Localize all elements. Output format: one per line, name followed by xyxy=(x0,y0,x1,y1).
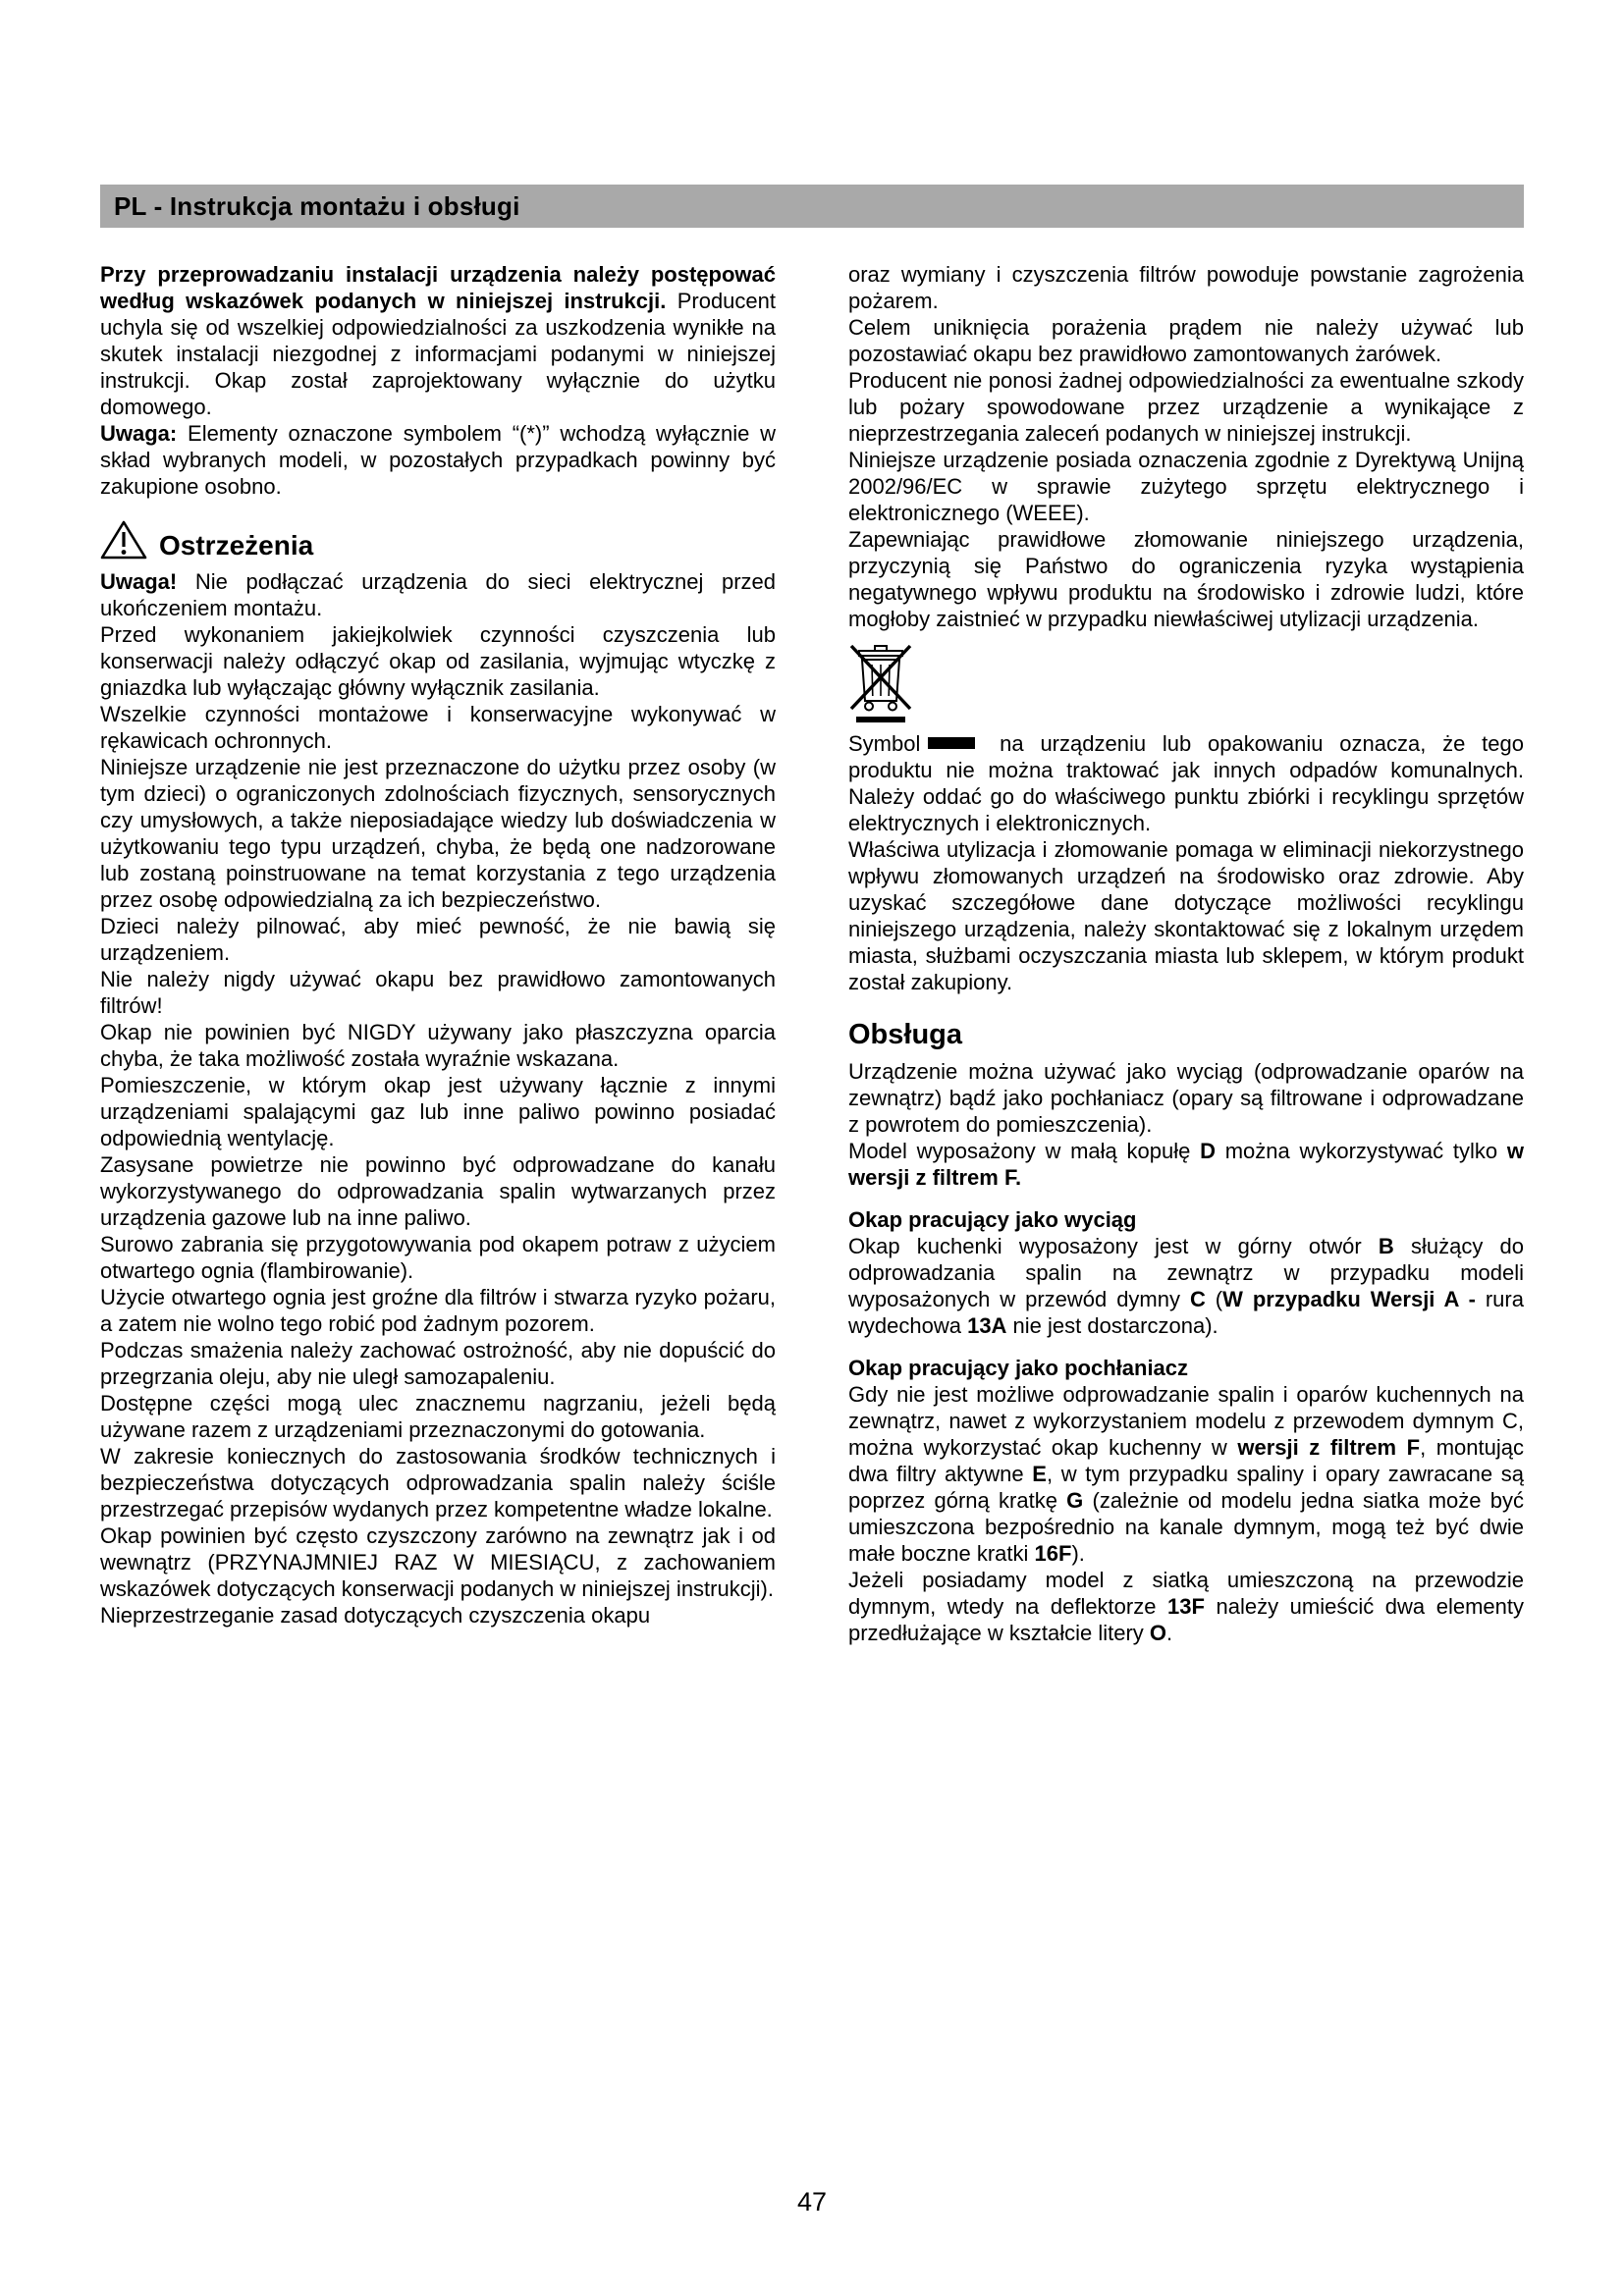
text-run: Nie podłączać urządzenia do sieci elektrycznej przed ukończeniem montażu. xyxy=(100,569,776,620)
text-run: na urządzeniu lub opakowaniu oznacza, że tego produktu nie można traktować jak innych odpadów komunalnych. Należy oddać go do właściwego punktu zbiórki i recyklingu sprzętów elektrycznych i elektronicznych. xyxy=(848,731,1524,835)
warnings-heading-label: Ostrzeżenia xyxy=(159,530,314,561)
paragraph xyxy=(100,913,776,966)
text-run: Producent uchyla się od wszelkiej odpowiedzialności za uszkodzenia wynikłe na skutek instalacji niezgodnej z informacjami podanymi w niniejszej instrukcji. Okap został zaprojektowany wyłącznie do użytku domowego. xyxy=(100,289,777,419)
text-run: Okap kuchenki wyposażony jest w górny otwór xyxy=(848,1234,1379,1258)
bold-text-run: 13A xyxy=(967,1313,1007,1338)
paragraph xyxy=(848,1233,1524,1339)
text-run: Właściwa utylizacja i złomowanie pomaga w eliminacji niekorzystnego wpływu złomowanych urządzeń na środowisko oraz zdrowie. Aby uzyskać szczegółowe dane dotyczące możliwości recyklingu niniejszego urządzenia, należy skontaktować się z lokalnym urzędem miasta, służbami oczyszczania miasta lub sklepem, w którym produkt został zakupiony. xyxy=(848,837,1524,994)
text-run: Nieprzestrzeganie zasad dotyczących czyszczenia okapu xyxy=(100,1603,651,1628)
text-run: Dzieci należy pilnować, aby mieć pewność, że nie bawią się urządzeniem. xyxy=(100,914,776,965)
text-run: Użycie otwartego ognia jest groźne dla filtrów i stwarza ryzyko pożaru, a zatem nie wolno tego robić pod żadnym pozorem. xyxy=(100,1285,776,1336)
text-run: można wykorzystywać tylko xyxy=(1215,1139,1507,1163)
right-column xyxy=(848,261,1524,1646)
text-run: Przed wykonaniem jakiejkolwiek czynności czyszczenia lub konserwacji należy odłączyć okap od zasilania, wyjmując wtyczkę z gniazdka lub wyłączając główny wyłącznik zasilania. xyxy=(100,622,776,700)
section-heading: Obsługa xyxy=(848,1019,963,1050)
bold-text-run: E xyxy=(1032,1462,1047,1486)
paragraph xyxy=(100,1602,776,1629)
text-run: Okap nie powinien być NIGDY używany jako płaszczyzna oparcia chyba, że taka możliwość została wyraźnie wskazana. xyxy=(100,1020,776,1071)
text-run: W zakresie koniecznych do zastosowania środków technicznych i bezpieczeństwa dotyczących odprowadzania spalin należy ściśle przestrzegać przepisów wydanych przez kompetentne władze lokalne. xyxy=(100,1444,776,1522)
weee-crossed-bin-icon xyxy=(848,642,1524,726)
text-run: Producent nie ponosi żadnej odpowiedzialności za ewentualne szkody lub pożary spowodowane przez urządzenie a wynikające z nieprzestrzegania zaleceń podanych w niniejszej instrukcji. xyxy=(848,368,1524,446)
bold-text-run: Przy przeprowadzaniu instalacji urządzenia należy postępować według wskazówek podanych w niniejszej instrukcji. xyxy=(100,262,776,313)
paragraph xyxy=(848,261,1524,314)
warning-triangle-icon xyxy=(100,519,147,561)
subsection-heading: Okap pracujący jako pochłaniacz xyxy=(848,1356,1189,1380)
text-run: Jeżeli posiadamy model z siatką umieszczoną na przewodzie dymnym, wtedy na deflektorze xyxy=(848,1568,1524,1619)
paragraph xyxy=(848,1381,1524,1567)
text-run: służący do odprowadzania spalin na zewnątrz w przypadku modeli wyposażonych w przewód dymny xyxy=(848,1234,1524,1311)
text-run: oraz wymiany i czyszczenia filtrów powoduje powstanie zagrożenia pożarem. xyxy=(848,262,1524,313)
text-run: Dostępne części mogą ulec znacznemu nagrzaniu, jeżeli będą używane razem z urządzeniami przeznaczonymi do gotowania. xyxy=(100,1391,776,1442)
bold-text-run: 13F xyxy=(1167,1594,1205,1619)
paragraph xyxy=(100,1151,776,1231)
bold-text-run: Uwaga: xyxy=(100,421,178,446)
text-run: Niniejsze urządzenie nie jest przeznaczone do użytku przez osoby (w tym dzieci) o ograniczonych zdolnościach fizycznych, sensorycznych czy umysłowych, a także nieposiadające wiedzy lub doświadczenia w użytkowaniu tego typu urządzeń, chyba, że będą one nadzorowane lub zostaną poinstruowane na temat korzystania z tego urządzenia przez osobę odpowiedzialną za ich bezpieczeństwo. xyxy=(100,755,776,912)
paragraph xyxy=(100,621,776,701)
paragraph xyxy=(100,701,776,754)
text-run: Celem uniknięcia porażenia prądem nie należy używać lub pozostawiać okapu bez prawidłowo zamontowanych żarówek. xyxy=(848,315,1524,366)
paragraph xyxy=(100,1337,776,1390)
text-run: Niniejsze urządzenie posiada oznaczenia zgodnie z Dyrektywą Unijną 2002/96/EC w sprawie zużytego sprzętu elektrycznego i elektronicznego (WEEE). xyxy=(848,448,1524,525)
text-run: rura wydechowa xyxy=(848,1287,1524,1338)
bold-text-run: w wersji z filtrem F. xyxy=(848,1139,1524,1190)
bold-text-run: D xyxy=(1200,1139,1216,1163)
page-number: 47 xyxy=(796,2187,828,2216)
text-run: Podczas smażenia należy zachować ostrożność, aby nie dopuścić do przegrzania oleju, aby nie uległ samozapaleniu. xyxy=(100,1338,776,1389)
paragraph xyxy=(100,1284,776,1337)
text-run: Pomieszczenie, w którym okap jest używany łącznie z innymi urządzeniami spalającymi gaz lub inne paliwo powinno posiadać odpowiednią wentylację. xyxy=(100,1073,776,1150)
page-header-title: PL - Instrukcja montażu i obsługi xyxy=(114,190,520,221)
text-run: Zapewniając prawidłowe złomowanie niniejszego urządzenia, przyczynią się Państwo do ograniczenia ryzyka wystąpienia negatywnego wpływu produktu na środowisko i zdrowie ludzi, które mogłoby zaistnieć w przypadku niewłaściwej utylizacji urządzenia. xyxy=(848,527,1524,631)
bold-text-run: B xyxy=(1378,1234,1394,1258)
text-run: ( xyxy=(1205,1287,1223,1311)
left-column xyxy=(100,261,776,1646)
paragraph xyxy=(848,447,1524,526)
text-run: nie jest dostarczona). xyxy=(1006,1313,1218,1338)
paragraph xyxy=(848,836,1524,995)
weee-symbol-inline xyxy=(928,737,975,749)
paragraph xyxy=(848,367,1524,447)
paragraph xyxy=(848,1138,1524,1191)
text-run: ). xyxy=(1071,1541,1085,1566)
paragraph xyxy=(100,1231,776,1284)
text-run: Urządzenie można używać jako wyciąg (odprowadzanie oparów na zewnątrz) bądź jako pochłaniacz (opary są filtrowane i odprowadzane z powrotem do pomieszczenia). xyxy=(848,1059,1524,1137)
bold-text-run: W przypadku Wersji A - xyxy=(1222,1287,1476,1311)
bold-text-run: C xyxy=(1189,1287,1206,1311)
paragraph xyxy=(100,1522,776,1602)
text-run: (zależnie od modelu jedna siatka może być umieszczona bezpośrednio na kanale dymnym, mogą też być dwie małe boczne kratki xyxy=(848,1488,1524,1566)
text-run: Zasysane powietrze nie powinno być odprowadzane do kanału wykorzystywanego do odprowadzania spalin wytwarzanych przez urządzenia gazowe lub na inne paliwo. xyxy=(100,1152,776,1230)
page-header xyxy=(100,185,1524,228)
text-run: Wszelkie czynności montażowe i konserwacyjne wykonywać w rękawicach ochronnych. xyxy=(100,702,776,753)
paragraph xyxy=(100,1390,776,1443)
text-run: Surowo zabrania się przygotowywania pod okapem potraw z użyciem otwartego ognia (flambirowanie). xyxy=(100,1232,776,1283)
bold-text-run: Uwaga! xyxy=(100,569,178,594)
warnings-heading xyxy=(100,519,776,561)
bold-text-run: O xyxy=(1149,1621,1167,1645)
paragraph xyxy=(100,1072,776,1151)
text-run: Nie należy nigdy używać okapu bez prawidłowo zamontowanych filtrów! xyxy=(100,967,776,1018)
bold-text-run: 16F xyxy=(1034,1541,1072,1566)
text-run: Gdy nie jest możliwe odprowadzanie spalin i oparów kuchennych na zewnątrz, nawet z wykorzystaniem modelu z przewodem dymnym C, można wykorzystać okap kuchenny w xyxy=(848,1382,1524,1460)
paragraph xyxy=(100,568,776,621)
subsection-heading: Okap pracujący jako wyciąg xyxy=(848,1207,1137,1232)
paragraph xyxy=(100,1443,776,1522)
text-run: . xyxy=(1166,1621,1173,1645)
text-run: , w tym przypadku spaliny i opary zawracane są poprzez górną kratkę xyxy=(848,1462,1524,1513)
two-column-layout xyxy=(100,261,1524,1646)
text-run: Elementy oznaczone symbolem “(*)” wchodzą wyłącznie w skład wybranych modeli, w pozostałych przypadkach powinny być zakupione osobno. xyxy=(100,421,776,499)
paragraph xyxy=(100,420,776,500)
paragraph xyxy=(848,526,1524,632)
text-run: Okap powinien być często czyszczony zarówno na zewnątrz jak i od wewnątrz (PRZYNAJMNIEJ RAZ W MIESIĄCU, z zachowaniem wskazówek dotyczących konserwacji podanych w niniejszej instrukcji). xyxy=(100,1523,776,1601)
paragraph xyxy=(848,1567,1524,1646)
paragraph xyxy=(100,1019,776,1072)
text-run: należy umieścić dwa elementy przedłużające w kształcie litery xyxy=(848,1594,1524,1645)
paragraph xyxy=(848,314,1524,367)
text-run: Symbol xyxy=(848,731,921,756)
paragraph xyxy=(848,730,1524,836)
paragraph xyxy=(848,1058,1524,1138)
paragraph xyxy=(100,261,776,420)
text-run: Model wyposażony w małą kopułę xyxy=(848,1139,1201,1163)
weee-crossed-bin-icon xyxy=(848,642,913,726)
paragraph xyxy=(100,966,776,1019)
paragraph xyxy=(100,754,776,913)
bold-text-run: G xyxy=(1066,1488,1084,1513)
bold-text-run: wersji z filtrem F xyxy=(1237,1435,1421,1460)
text-run: , montując dwa filtry aktywne xyxy=(848,1435,1524,1486)
